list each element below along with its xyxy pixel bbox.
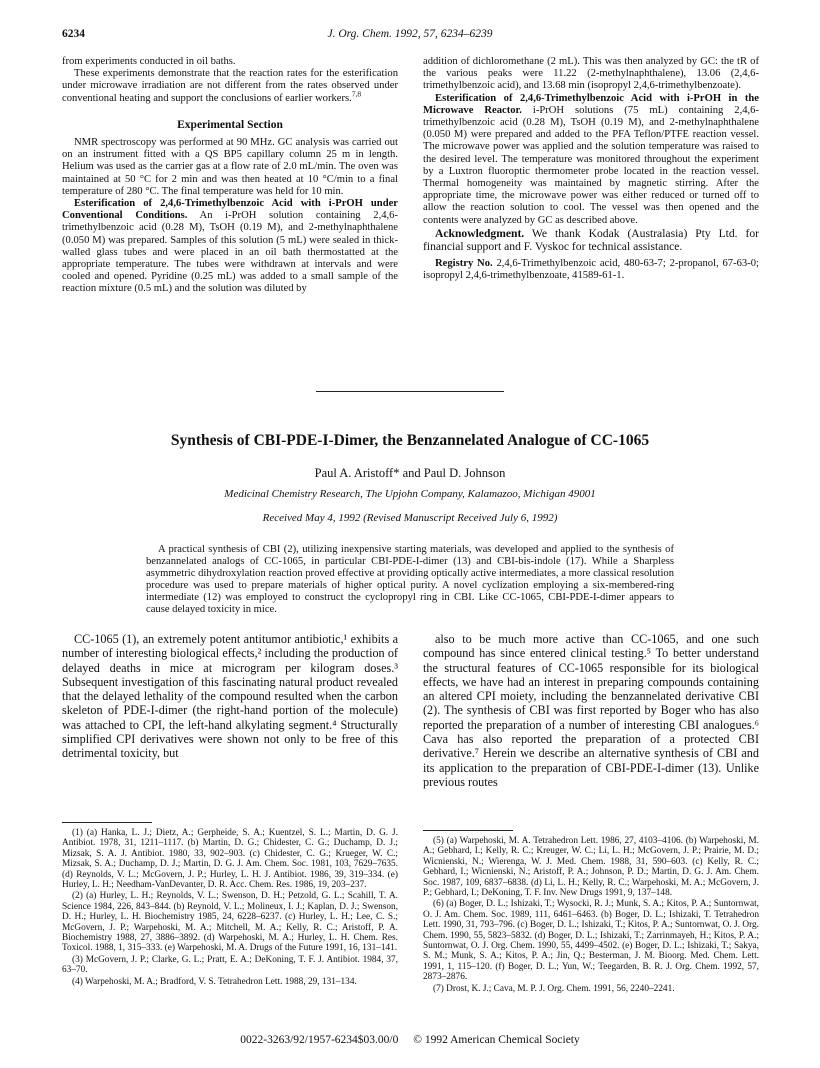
article-authors: Paul A. Aristoff* and Paul D. Johnson xyxy=(314,466,506,480)
running-header xyxy=(62,28,758,46)
footnote: (4) Warpehoski, M. A.; Bradford, V. S. Tetrahedron Lett. 1988, 29, 131–134. xyxy=(72,976,357,987)
acknowledgment-heading: Acknowledgment. xyxy=(435,226,525,240)
footnotes-right xyxy=(423,836,759,995)
paragraph xyxy=(423,93,759,227)
body-right-column xyxy=(423,632,759,789)
article-divider xyxy=(316,391,504,392)
paragraph: NMR spectroscopy was performed at 90 MHz. GC analysis was carried out on an instrument fitted with a QS BP5 capillary column 25 m in length. Helium was used as the carrier gas at a flow rate of 2.0 mL/min. The oven was maintained at 50 °C for 2 min and was then heated at 10 °C/min to a final temperature of 280 °C. The final temperature was held for 10 min. xyxy=(62,137,398,197)
footnote: (3) McGovern, J. P.; Clarke, G. L.; Pratt, E. A.; DeKoning, T. F. J. Antibiot. 1984, 37, 63–70. xyxy=(62,954,398,976)
page-footer xyxy=(62,1034,758,1046)
footnote: (1) (a) Hanka, L. J.; Dietz, A.; Gerpheide, S. A.; Kuentzel, S. L.; Martin, D. G. J. Antibiot. 1978, 31, 1211–1117. (b) Martin, D. G.; Chidester, C. G.; Duchamp, D. J.; Mizsak, S. A. J. Antibiot. 1980, 33, 902–903. (c) Chidester, C. G.; Krueger, W. C.; Mizsak, S. A.; Duchamp, D. J.; Martin, D. G. J. Am. Chem. Soc. 1981, 103, 7629–7635. (d) Reynolds, V. L.; McGovern, J. P.; Hurley, L. H. J. Antibiot. 1986, 39, 319–334. (e) Hurley, L. H.; Needham-VanDevanter, D. R. Acc. Chem. Res. 1986, 19, 203–237. xyxy=(62,828,398,891)
acknowledgment xyxy=(423,227,759,254)
section-heading: Experimental Section xyxy=(177,118,283,131)
page-number: 6234 xyxy=(62,28,85,40)
registry-heading: Registry No. xyxy=(435,257,493,269)
footnote: (2) (a) Hurley, L. H.; Reynolds, V. L.; Swenson, D. H.; Petzold, G. L.; Scahill, T. A. Science 1984, 226, 843–844. (b) Reynold, V. L.; Molineux, I. J.; Kaplan, D. J.; Swenson, D. H.; Hurley, L. H. Biochemistry 1985, 24, 6228–6237. (c) Hurley, L. H.; Lee, C. S.; McGovern, J. P.; Warpehoski, M. A.; Mitchell, M. A.; Kelly, R. C.; Aristoff, P. A. Biochemistry 1988, 27, 3886–3892. (d) Warpehoski, M. A.; Hurley, L. H. Chem. Res. Toxicol. 1988, 1, 315–333. (e) Warpehoski, M. A. Drugs of the Future 1991, 16, 131–141. xyxy=(62,891,398,954)
received-date: Received May 4, 1992 (Revised Manuscript Received July 6, 1992) xyxy=(262,512,558,524)
body-left-column xyxy=(62,632,398,761)
footnote: (6) (a) Boger, D. L.; Ishizaki, T.; Wysocki, R. J.; Munk, S. A.; Kitos, P. A.; Suntornwat, O. J. Am. Chem. Soc. 1989, 111, 6461–6463. (b) Boger, D. L.; Ishizaki, T. Tetrahedron Lett. 1990, 31, 793–796. (c) Boger, D. L.; Ishizaki, T.; Kitos, P. A.; Suntornwat, O. J. Org. Chem. 1990, 55, 5823–5832. (d) Boger, D. L.; Ishizaki, T.; Zarrinmayeh, H.; Kitos, P. A.; Suntornwat, O. J. Org. Chem. 1990, 55, 4499–4502. (e) Boger, D. L.; Ishizaki, T.; Sakya, S. M.; Munk, S. A.; Kitos, P. A.; Jin, Q.; Besterman, J. M. Bioorg. Med. Chem. Lett. 1991, 1, 115–120. (f) Boger, D. L.; Yun, W.; Teegarden, B. R. J. Org. Chem. 1992, 57, 2873–2876. xyxy=(423,899,759,983)
footnotes-left xyxy=(62,828,398,988)
footnote-divider xyxy=(62,822,152,823)
acknowledgment-text: We thank Kodak (Australasia) Pty Ltd. for financial support and F. Vyskoc for technical assistance. xyxy=(423,226,759,254)
paragraph-heading: Esterification of 2,4,6-Trimethylbenzoic Acid with i-PrOH under Conventional Conditions. xyxy=(62,198,398,222)
paragraph-heading: Esterification of 2,4,6-Trimethylbenzoic Acid with i-PrOH in the Microwave Reactor. xyxy=(423,92,759,116)
paragraph: also to be much more active than CC-1065, and one such compound has since entered clinical testing.⁵ To better understand the structural features of CC-1065 responsible for its biological effects, we have had an interest in preparing compounds containing an altered CPI moiety, including the benzannelated derivative CBI (2). The synthesis of CBI was first reported by Boger who has also reported the preparation of a number of interesting CBI analogues.⁶ Cava has also reported the preparation of a protected CBI derivative.⁷ Herein we describe an alternative synthesis of CBI and its application to the preparation of CBI-PDE-I-dimer (13). Unlike previous routes xyxy=(423,632,759,789)
right-column-top xyxy=(423,56,759,282)
paragraph-text: An i-PrOH solution containing 2,4,6-trimethylbenzoic acid (0.28 M), TsOH (0.19 M), and 2-methylnaphthalene (0.050 M) was prepared. Samples of this solution (5 mL) were sealed in thick-walled glass tubes and were placed in an oil bath thermostatted at the appropriate temperature. The tubes were withdrawn at intervals and were cooled and opened. Pyridine (0.25 mL) was added to a small sample of the reaction mixture (0.5 mL) and the solution was diluted by xyxy=(62,210,399,295)
footnote: (7) Drost, K. J.; Cava, M. P. J. Org. Chem. 1991, 56, 2240–2241. xyxy=(433,983,675,994)
paragraph xyxy=(62,68,398,105)
footnote: (5) (a) Warpehoski, M. A. Tetrahedron Lett. 1986, 27, 4103–4106. (b) Warpehoski, M. A.; Gebhard, I.; Kelly, R. C.; Kreuger, W. C.; Li, L. H.; McGovern, J. P.; Prairie, M. D.; Wicnienski, N.; Wierenga, W. J. Med. Chem. 1988, 31, 590–603. (c) Kelly, R. C.; Gebhard, I.; Wicnienski, N.; Aristoff, P. A.; Johnson, P. D.; Martin, D. G. J. Am. Chem. Soc. 1987, 109, 6837–6838. (d) Li, L. H.; Kelly, R. C.; Warpehoski, M. A.; McGovern, J. P.; Gebhard, I.; DeKoning, T. F. Inv. New Drugs 1991, 9, 137–148. xyxy=(423,836,759,899)
footnote-divider xyxy=(423,830,513,831)
paragraph-text: i-PrOH solutions (75 mL) containing 2,4,6-trimethylbenzoic acid (0.28 M), TsOH (0.19 M), and 2-methylnaphthalene (0.050 M) were prepared and added to the PFA Teflon/PTFE reaction vessel. The microwave power was applied and the solution temperature was raised to the desired level. The temperature was monitored throughout the experiment by a Luxtron fluoroptic thermometer probe located in the reaction vessel. Thermal homogeneity was maintained by magnetic stirring. After the appropriate time, the microwave power was either reduced or turned off to allow the reaction solution to cool. The vessel was then opened and the contents were analyzed by GC as described above. xyxy=(423,104,759,226)
paragraph: from experiments conducted in oil baths. xyxy=(62,56,236,67)
registry-text: 2,4,6-Trimethylbenzoic acid, 480-63-7; 2-propanol, 67-63-0; isopropyl 2,4,6-trimethylbenzoate, 41589-61-1. xyxy=(423,257,759,281)
journal-citation: J. Org. Chem. 1992, 57, 6234–6239 xyxy=(327,28,493,40)
affiliation: Medicinal Chemistry Research, The Upjohn Company, Kalamazoo, Michigan 49001 xyxy=(224,488,596,500)
paragraph xyxy=(62,198,398,296)
abstract xyxy=(146,544,674,617)
left-column-top xyxy=(62,56,398,296)
copyright: © 1992 American Chemical Society xyxy=(413,1034,580,1046)
paragraph: CC-1065 (1), an extremely potent antitumor antibiotic,¹ exhibits a number of interesting biological effects,² including the production of delayed deaths in mice at microgram per kilogram doses.³ Subsequent investigation of this fascinating natural product revealed that the delayed lethality of the compound resulted when the carbon skeleton of PDE-I-dimer (the right-hand portion of the molecule) was attached to CPI, the left-hand alkylating segment.⁴ Structurally simplified CPI derivatives were shown not only to be free of this detrimental toxicity, but xyxy=(62,632,398,761)
article-title: Synthesis of CBI-PDE-I-Dimer, the Benzannelated Analogue of CC-1065 xyxy=(170,432,650,449)
paragraph: addition of dichloromethane (2 mL). This was then analyzed by GC: the tR of the various peaks were 11.22 (2-methylnaphthalene), 13.06 (2,4,6-trimethylbenzoic acid), and 13.68 min (isopropyl 2,4,6-trimethylbenzoate). xyxy=(423,56,759,92)
article-code: 0022-3263/92/1957-6234$03.00/0 xyxy=(240,1034,399,1046)
reference-mark: 7,8 xyxy=(351,89,362,99)
paragraph-text: These experiments demonstrate that the reaction rates for the esterification under microwave irradiation are not different from the rates observed under conventional heating and support the conclusions of earlier workers. xyxy=(62,68,398,104)
registry-numbers xyxy=(423,258,759,282)
abstract-text: A practical synthesis of CBI (2), utilizing inexpensive starting materials, was developed and applied to the synthesis of benzannelated analogs of CC-1065, in particular CBI-PDE-I-dimer (13) and CBI-bis-indole (17). While a Sharpless asymmetric dihydroxylation reaction proved effective at providing optically active intermediates, a more classical resolution procedure was used to prepare materials of higher optical purity. A novel cyclization employing a six-membered-ring intermediate (12) was employed to construct the cyclopropyl ring in CBI. Like CC-1065, CBI-PDE-I-dimer appears to cause delayed toxicity in mice. xyxy=(146,544,674,616)
